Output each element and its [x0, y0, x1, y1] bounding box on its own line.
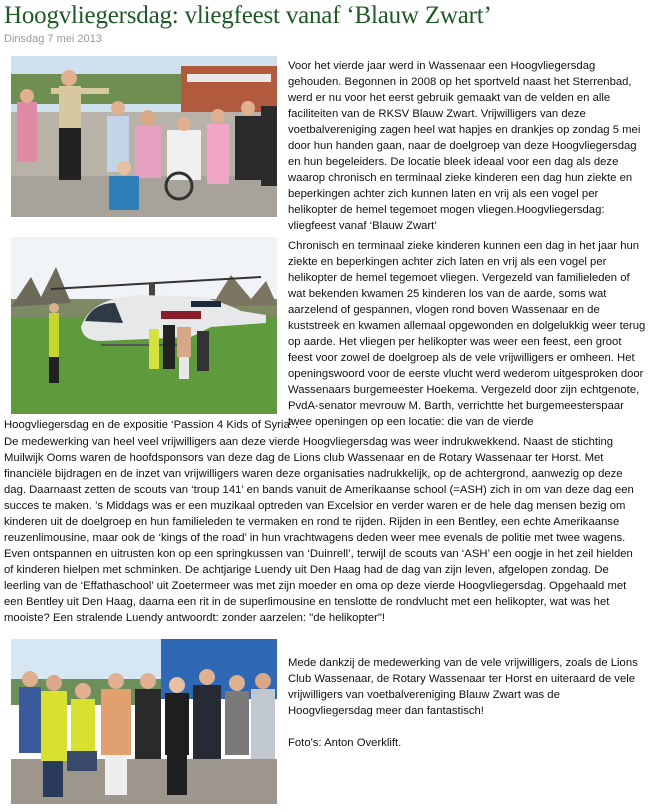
article-paragraph-2-end: Hoogvliegersdag en de expositie ‘Passion 4 Kids of Syria’ .	[4, 419, 299, 431]
article-date: Dinsdag 7 mei 2013	[4, 33, 102, 45]
photo-volunteers-group	[11, 639, 277, 804]
article-paragraph-1: Voor het vierde jaar werd in Wassenaar een Hoogvliegersdag gehouden. Begonnen in 2008 op het sportveld naast het Sterrenbad, werd er nu voor het eerst gebruik gemaakt van de velden en alle faciliteiten van de RKSV Blauw Zwart. Vrijwilligers van deze voetbalvereniging zagen heel wat hapjes en drankjes op zondag 5 mei door hun handen gaan, naar de doelgroep van deze Hoogvliegersdag en hun begeleiders. De locatie bleek ideaal voor een dag als deze waarop chronisch en terminaal zieke kinderen een dag hun ziekte en beperkingen achter zich kunnen laten en vrij als een vogel per helikopter de hemel tegemoet mogen vliegen.Hoogvliegersdag: vliegfeest vanaf ‘Blauw Zwart’	[288, 60, 641, 232]
article-title: Hoogvliegersdag: vliegfeest vanaf ‘Blauw Zwart’	[4, 2, 492, 29]
photo-children-event	[11, 56, 277, 217]
article-paragraph-2: Chronisch en terminaal zieke kinderen kunnen een dag in het jaar hun ziekte en beperkingen achter zich laten en vrij als een vogel per helikopter de hemel tegemoet vliegen. Vergezeld van familieleden of wat bekenden kwamen 25 kinderen los van de aarde, soms wat aarzelend of gespannen, vlogen rond boven Wassenaar en de kuststreek en kwamen allemaal opgewonden en dolgelukkig weer terug op aarde. Het vliegen per helikopter was weer een feest, een groot feest voor zowel de doelgroep als de vele vrijwilligers er omheen. Het openingswoord voor de eerste vlucht werd wederom uitgesproken door Wassenaars burgemeester Hoekema. Vergezeld door zijn echtgenote, PvdA-senator mevrouw M. Barth, verrichtte het burgemeesterspaar twee openingen op een locatie: die van de vierde	[288, 240, 646, 428]
article-paragraph-4: Mede dankzij de medewerking van de vele vrijwilligers, zoals de Lions Club Wassenaar, de Rotary Wassenaar ter Horst en uiteraard de vele vrijwilligers van voetbalvereniging Blauw Zwart was de Hoogvliegersdag meer dan fantastisch!	[288, 657, 638, 717]
photo-credit: Foto's: Anton Overklift.	[288, 737, 402, 749]
article-paragraph-3: De medewerking van heel veel vrijwilligers aan deze vierde Hoogvliegersdag was weer indrukwekkend. Naast de stichting Muilwijk Ooms waren de hoofdsponsors van deze dag de Lions club Wassenaar en de Rotary Wassenaar ter Horst. Met financiële bijdragen en de inzet van vrijwilligers waren deze organisaties nadrukkelijk, op de achtergrond, aanwezig op deze dag. Daarnaast zetten de scouts van ‘troup 141’ en bands vanuit de Amerikaanse school (=ASH) zich in om van deze dag een succes te maken. ’s Middags was er een muzikaal optreden van Excelsior en verder waren er de hele dag mensen bezig om kinderen uit de doelgroep en hun familieleden te vermaken en rond te rijden. Rijden in een Bentley, een echte Amerikaanse reuzenlimousine, maar ook de ‘kings of the road’ in hun vrachtwagens deden weer mee evenals de politie met twee wagens. Even ontspannen en uitrusten kon op een springkussen van ‘Duinrell’, terwijl de scouts van ‘ASH’ een oogje in het zeil hielden of kinderen hielpen met schminken. De achtjarige Luendy uit Den Haag had de dag van zijn leven, afgelopen zondag. De leerling van de ‘Effathaschool’ uit Zoetermeer was met zijn moeder en oma op deze vierde Hoogvliegersdag. Opgehaald met een Bentley uit Den Haag, daarna een rit in de superlimousine en tenslotte de rondvlucht met een helikopter, wat was het mooiste? Een stralende Luendy antwoordt: zonder aarzelen: "de helikopter"!	[4, 436, 634, 624]
photo-helicopter	[11, 237, 277, 414]
